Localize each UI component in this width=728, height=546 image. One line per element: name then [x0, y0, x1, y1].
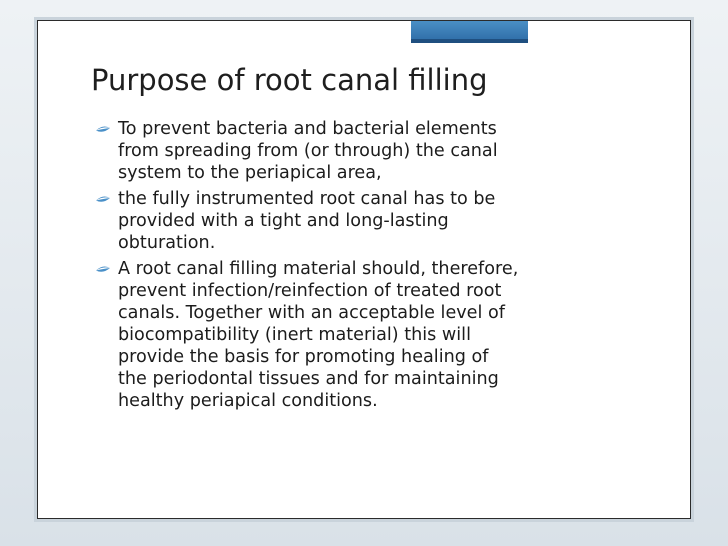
slide-content-card — [37, 20, 691, 519]
bullet-item — [95, 188, 665, 254]
bullet-text: A root canal filling material should, therefore, prevent infection/reinfection of treated root canals. Together with an acceptable level of biocompatibility (inert material) this will provide the basis for promoting healing of the periodontal tissues and for maintaining healthy periapical conditions. — [118, 259, 519, 411]
bullet-text: the fully instrumented root canal has to be provided with a tight and long-lasting obturation. — [118, 189, 496, 253]
bullet-marker-icon — [95, 125, 111, 135]
bullet-item — [95, 258, 665, 412]
bullet-item — [95, 118, 665, 184]
bullet-text: To prevent bacteria and bacterial elements from spreading from (or through) the canal system to the periapical area, — [118, 119, 498, 183]
bullet-marker-icon — [95, 265, 111, 275]
title-accent-bar — [411, 21, 528, 43]
bullet-list — [95, 118, 665, 416]
slide-title: Purpose of root canal filling — [91, 63, 488, 97]
bullet-marker-icon — [95, 195, 111, 205]
